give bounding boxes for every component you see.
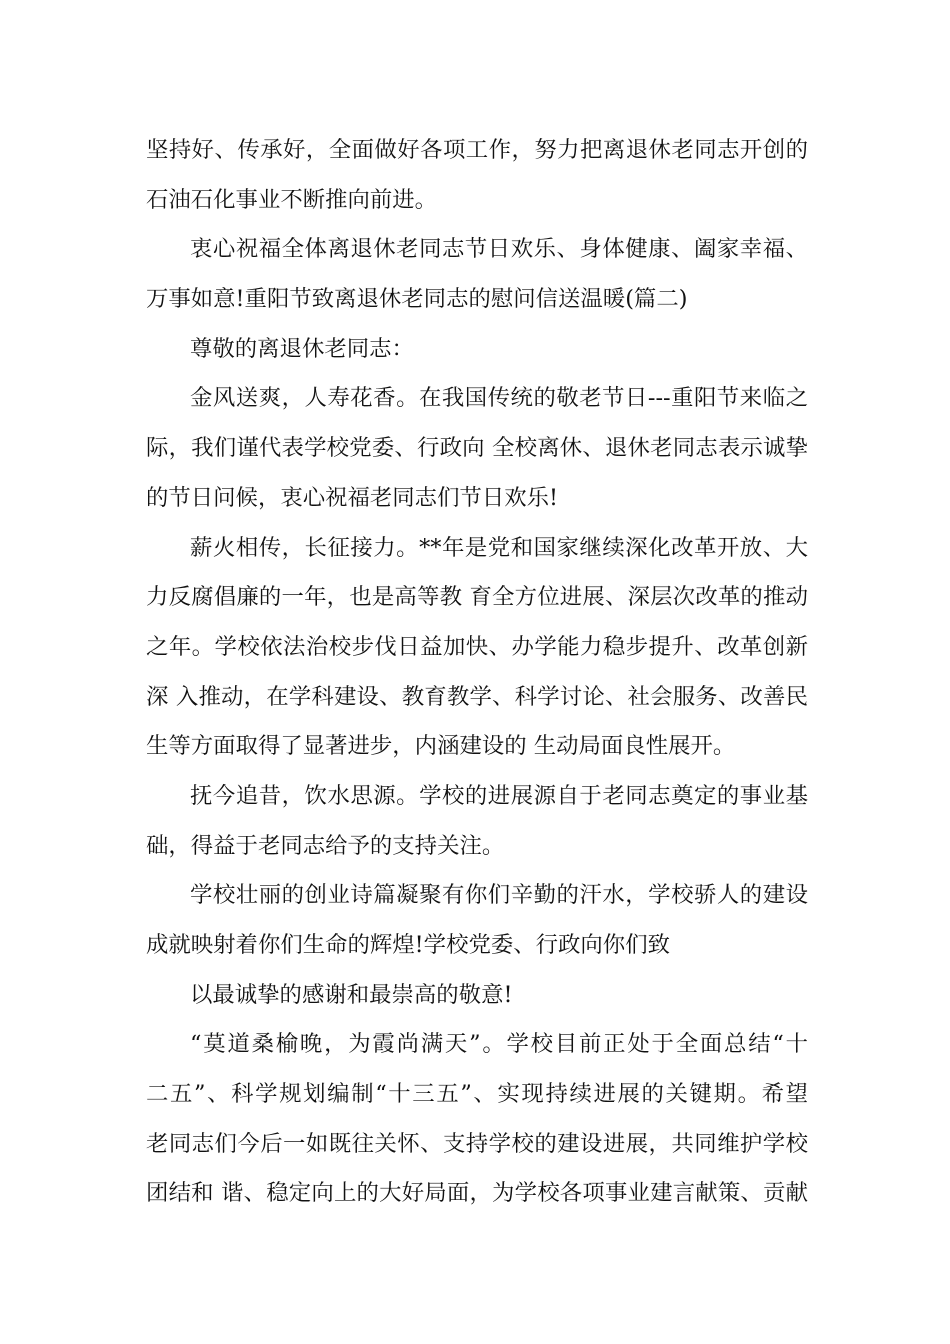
text-line-2: 石油石化事业不断推向前进。 [146,186,438,213]
text-line-17: 成就映射着你们生命的辉煌!学校党委、行政向你们致 [146,932,670,958]
text-line-12: 深 入推动，在学科建设、教育教学、科学讨论、社会服务、改善民 [146,683,808,710]
text-line-8: 的节日问候，衷心祝福老同志们节日欢乐! [146,484,559,511]
text-line-22: 团结和 谐、稳定向上的大好局面，为学校各项事业建言献策、贡献 [146,1180,808,1207]
text-line-1: 坚持好、传承好，全面做好各项工作，努力把离退休老同志开创的 [146,137,808,163]
text-line-20: 二五”、科学规划编制“十三五”、实现持续进展的关键期。希望 [146,1081,808,1108]
text-line-3: 衷心祝福全体离退休老同志节日欢乐、身体健康、阖家幸福、 [190,236,808,263]
text-line-11: 之年。学校依法治校步伐日益加快、办学能力稳步提升、改革创新 [146,633,808,660]
text-line-10: 力反腐倡廉的一年，也是高等教 育全方位进展、深层次改革的推动 [146,584,808,611]
text-line-18: 以最诚挚的感谢和最崇高的敬意! [190,981,513,1008]
text-line-5: 尊敬的离退休老同志： [190,335,414,362]
text-line-15: 础，得益于老同志给予的支持关注。 [146,832,505,859]
text-line-19: “莫道桑榆晚，为霞尚满天”。学校目前正处于全面总结“十 [190,1031,808,1058]
text-line-6: 金风送爽，人寿花香。在我国传统的敬老节日---重阳节来临之 [190,385,808,412]
text-line-4: 万事如意!重阳节致离退休老同志的慰问信送温暖(篇二) [146,286,688,313]
document-body [146,126,808,1219]
text-line-14: 抚今追昔，饮水思源。学校的进展源自于老同志奠定的事业基 [190,782,808,809]
text-line-21: 老同志们今后一如既往关怀、支持学校的建设进展，共同维护学校 [146,1130,808,1157]
text-line-7: 际，我们谨代表学校党委、行政向 全校离休、退休老同志表示诚挚 [146,435,808,462]
text-line-13: 生等方面取得了显著进步，内涵建设的 生动局面良性展开。 [146,733,736,760]
text-line-16: 学校壮丽的创业诗篇凝聚有你们辛勤的汗水，学校骄人的建设 [190,882,808,909]
text-line-9: 薪火相传，长征接力。**年是党和国家继续深化改革开放、大 [190,534,808,561]
